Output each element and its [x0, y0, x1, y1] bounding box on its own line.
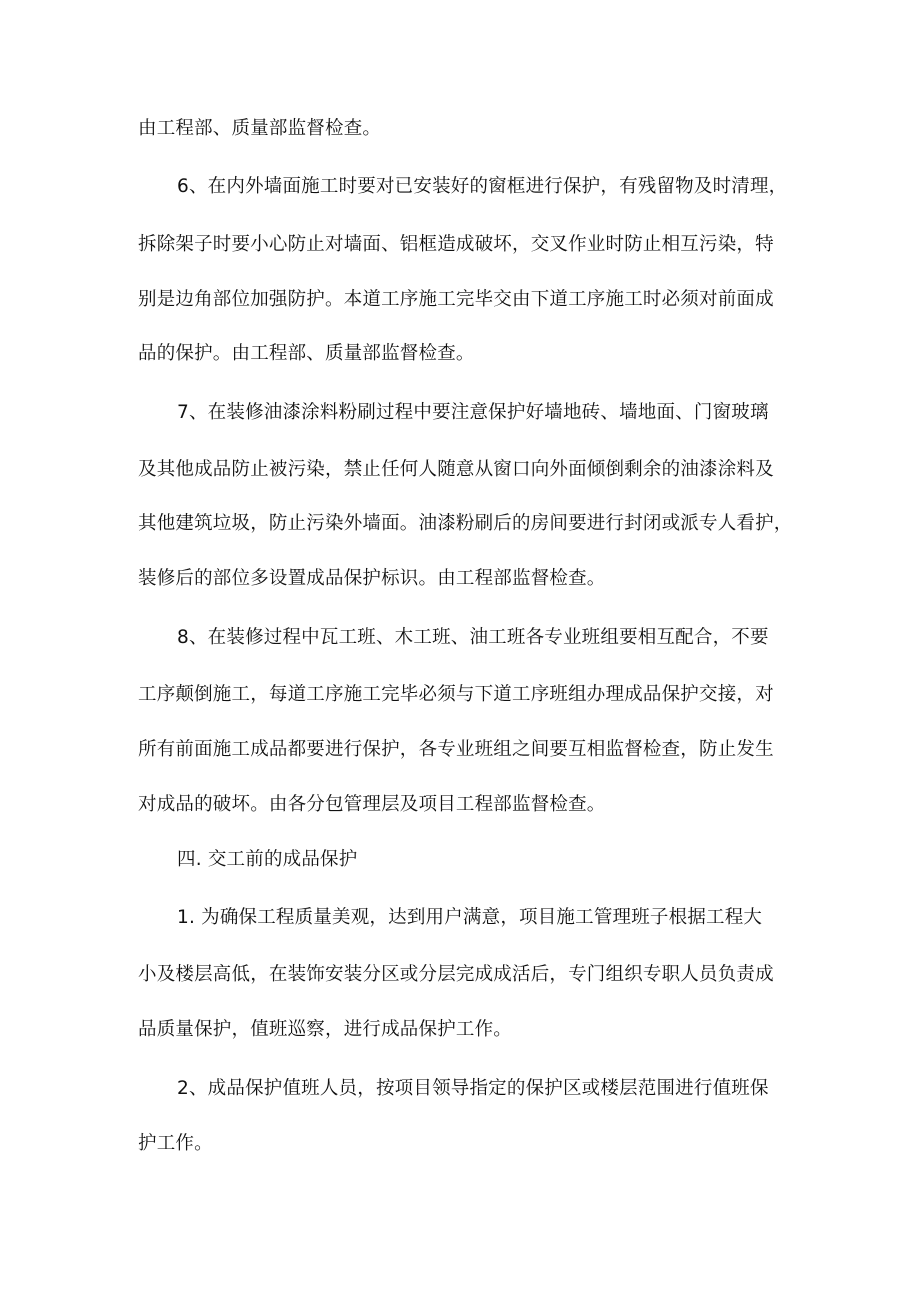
text-line: 其他建筑垃圾，防止污染外墙面。油漆粉刷后的房间要进行封闭或派专人看护， [138, 513, 793, 534]
text-line: 8、在装修过程中瓦工班、木工班、油工班各专业班组要相互配合，不要 [177, 627, 769, 648]
text-line: 拆除架子时要小心防止对墙面、铝框造成破坏，交叉作业时防止相互污染，特 [138, 234, 774, 255]
text-line: 品的保护。由工程部、质量部监督检查。 [138, 343, 475, 364]
text-line: 小及楼层高低，在装饰安装分区或分层完成成活后，专门组织专职人员负责成 [138, 964, 774, 985]
text-line: 7、在装修油漆涂料粉刷过程中要注意保护好墙地砖、墙地面、门窗玻璃 [177, 402, 769, 423]
section-heading: 四. 交工前的成品保护 [177, 849, 358, 870]
text-line: 护工作。 [138, 1133, 213, 1154]
text-line: 所有前面施工成品都要进行保护，各专业班组之间要互相监督检查，防止发生 [138, 739, 774, 760]
text-line: 别是边角部位加强防护。本道工序施工完毕交由下道工序施工时必须对前面成 [138, 289, 774, 310]
text-line: 由工程部、质量部监督检查。 [138, 118, 382, 139]
text-line: 2、成品保护值班人员，按项目领导指定的保护区或楼层范围进行值班保 [177, 1078, 769, 1099]
text-line: 对成品的破坏。由各分包管理层及项目工程部监督检查。 [138, 794, 606, 815]
text-line: 1. 为确保工程质量美观，达到用户满意，项目施工管理班子根据工程大 [177, 907, 763, 928]
text-line: 工序颠倒施工，每道工序施工完毕必须与下道工序班组办理成品保护交接，对 [138, 684, 774, 705]
text-line: 及其他成品防止被污染，禁止任何人随意从窗口向外面倾倒剩余的油漆涂料及 [138, 459, 774, 480]
text-line: 装修后的部位多设置成品保护标识。由工程部监督检查。 [138, 568, 606, 589]
text-line: 6、在内外墙面施工时要对已安装好的窗框进行保护，有残留物及时清理， [177, 176, 788, 197]
text-line: 品质量保护，值班巡察，进行成品保护工作。 [138, 1019, 513, 1040]
